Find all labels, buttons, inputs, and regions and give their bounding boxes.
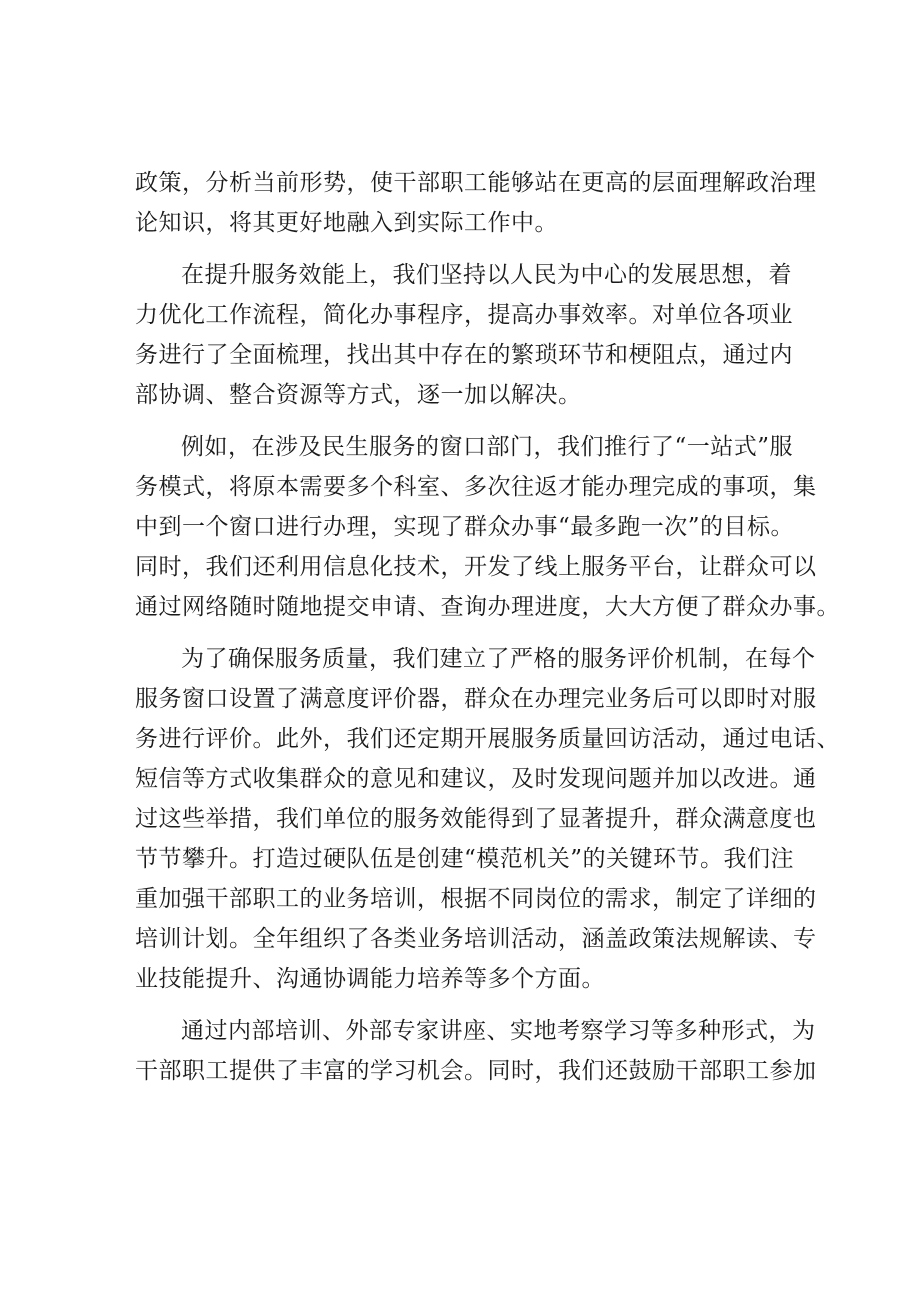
text-line: 通过网络随时随地提交申请、查询办理进度，大大方便了群众办事。 [135,594,840,620]
text-line: 干部职工提供了丰富的学习机会。同时，我们还鼓励干部职工参加 [135,1058,817,1084]
document-body [135,163,840,1103]
paragraph-2 [135,255,800,415]
text-line: 政策，分析当前形势，使干部职工能够站在更高的层面理解政治理 [135,170,817,196]
paragraph-4 [135,639,840,999]
text-line: 培训计划。全年组织了各类业务培训活动，涵盖政策法规解读、专 [135,926,817,952]
text-line: 在提升服务效能上，我们坚持以人民为中心的发展思想，着 [181,262,792,288]
text-line: 重加强干部职工的业务培训，根据不同岗位的需求，制定了详细的 [135,886,817,912]
text-line: 部协调、整合资源等方式，逐一加以解决。 [135,382,582,408]
paragraph-1 [135,163,817,243]
text-line: 中到一个窗口进行办理，实现了群众办事“最多跑一次”的目标。 [135,514,795,540]
text-line: 服务窗口设置了满意度评价器，群众在办理完业务后可以即时对服 [135,686,817,712]
text-line: 节节攀升。打造过硬队伍是创建“模范机关”的关键环节。我们注 [135,846,795,872]
text-line: 为了确保服务质量，我们建立了严格的服务评价机制，在每个 [181,646,816,672]
text-line: 力优化工作流程，简化办事程序，提高办事效率。对单位各项业 [135,302,793,328]
text-line: 通过内部培训、外部专家讲座、实地考察学习等多种形式，为 [181,1018,816,1044]
text-line: 论知识，将其更好地融入到实际工作中。 [135,210,558,236]
text-line: 例如，在涉及民生服务的窗口部门，我们推行了“一站式”服 [181,434,794,460]
text-line: 务模式，将原本需要多个科室、多次往返才能办理完成的事项，集 [135,474,817,500]
text-line: 务进行评价。此外，我们还定期开展服务质量回访活动，通过电话、 [135,726,840,752]
text-line: 短信等方式收集群众的意见和建议，及时发现问题并加以改进。通 [135,766,817,792]
text-line: 同时，我们还利用信息化技术，开发了线上服务平台，让群众可以 [135,554,817,580]
paragraph-5 [135,1011,817,1091]
text-line: 业技能提升、沟通协调能力培养等多个方面。 [135,966,605,992]
text-line: 过这些举措，我们单位的服务效能得到了显著提升，群众满意度也 [135,806,817,832]
text-line: 务进行了全面梳理，找出其中存在的繁琐环节和梗阻点，通过内 [135,342,793,368]
paragraph-3 [135,427,840,627]
